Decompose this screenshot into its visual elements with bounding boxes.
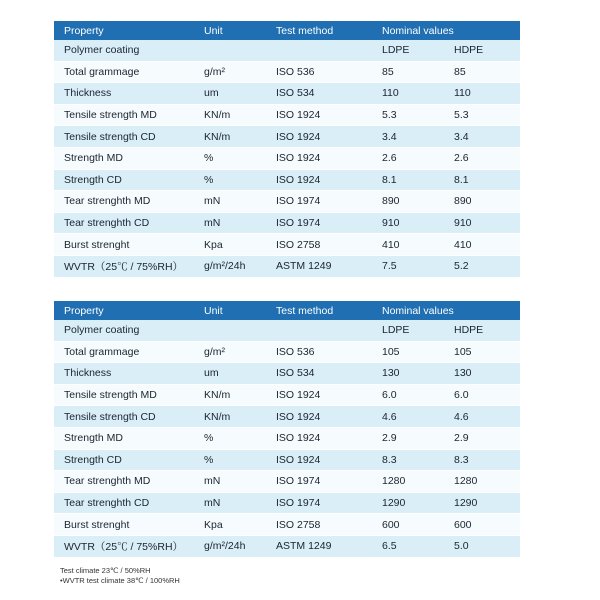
property-cell: Polymer coating <box>54 40 194 61</box>
test-method-cell: ISO 1924 <box>266 384 372 406</box>
property-cell: Strength MD <box>54 427 194 449</box>
table-row <box>54 363 520 385</box>
table-row <box>54 492 520 514</box>
unit-cell: um <box>194 83 266 105</box>
ldpe-value-cell: 5.3 <box>372 104 444 126</box>
property-cell: Tensile strength CD <box>54 126 194 148</box>
wvtr-climate-note: •WVTR test climate 38℃ / 100%RH <box>60 576 180 585</box>
table-header-row <box>54 21 520 40</box>
hdpe-value-cell: 5.3 <box>444 104 520 126</box>
test-method-cell: ISO 1974 <box>266 212 372 234</box>
table-row <box>54 341 520 363</box>
property-cell: Total grammage <box>54 61 194 83</box>
property-cell: Polymer coating <box>54 320 194 341</box>
table-header-row <box>54 301 520 320</box>
table-row <box>54 449 520 471</box>
ldpe-value-cell: 3.4 <box>372 126 444 148</box>
header-property: Property <box>54 301 194 320</box>
property-cell: Tear strenghth CD <box>54 492 194 514</box>
ldpe-value-cell: 2.6 <box>372 147 444 169</box>
table-row <box>54 61 520 83</box>
test-method-cell: ASTM 1249 <box>266 255 372 277</box>
hdpe-value-cell: HDPE <box>444 40 520 61</box>
table-row <box>54 427 520 449</box>
table-row <box>54 83 520 105</box>
hdpe-value-cell: 130 <box>444 363 520 385</box>
ldpe-value-cell: 910 <box>372 212 444 234</box>
property-cell: Thickness <box>54 363 194 385</box>
ldpe-value-cell: LDPE <box>372 320 444 341</box>
table-row <box>54 126 520 148</box>
spec-table-2 <box>54 301 520 558</box>
hdpe-value-cell: 2.6 <box>444 147 520 169</box>
test-method-cell: ISO 1924 <box>266 406 372 428</box>
hdpe-value-cell: 110 <box>444 83 520 105</box>
test-method-cell: ISO 534 <box>266 363 372 385</box>
property-cell: Tensile strength CD <box>54 406 194 428</box>
ldpe-value-cell: 890 <box>372 191 444 213</box>
unit-cell: KN/m <box>194 126 266 148</box>
hdpe-value-cell: 1290 <box>444 492 520 514</box>
header-nominal-values: Nominal values <box>372 301 520 320</box>
ldpe-value-cell: 6.5 <box>372 535 444 557</box>
hdpe-value-cell: 600 <box>444 514 520 536</box>
unit-cell: mN <box>194 191 266 213</box>
hdpe-value-cell: 1280 <box>444 471 520 493</box>
hdpe-value-cell: 2.9 <box>444 427 520 449</box>
header-unit: Unit <box>194 301 266 320</box>
ldpe-value-cell: 105 <box>372 341 444 363</box>
header-property: Property <box>54 21 194 40</box>
property-cell: Total grammage <box>54 341 194 363</box>
hdpe-value-cell: 890 <box>444 191 520 213</box>
test-method-cell: ISO 1974 <box>266 492 372 514</box>
table-row <box>54 255 520 277</box>
unit-cell: % <box>194 449 266 471</box>
test-method-cell <box>266 40 372 61</box>
property-cell: WVTR（25℃ / 75%RH） <box>54 255 194 277</box>
property-cell: Strength CD <box>54 449 194 471</box>
unit-cell: mN <box>194 212 266 234</box>
ldpe-value-cell: 1280 <box>372 471 444 493</box>
table-row <box>54 406 520 428</box>
property-cell: WVTR（25℃ / 75%RH） <box>54 535 194 557</box>
unit-cell: % <box>194 147 266 169</box>
ldpe-value-cell: 2.9 <box>372 427 444 449</box>
unit-cell: % <box>194 427 266 449</box>
unit-cell: % <box>194 169 266 191</box>
unit-cell: KN/m <box>194 384 266 406</box>
unit-cell: Kpa <box>194 514 266 536</box>
unit-cell: g/m² <box>194 341 266 363</box>
test-method-cell: ISO 536 <box>266 341 372 363</box>
test-method-cell: ISO 1924 <box>266 169 372 191</box>
unit-cell: g/m² <box>194 61 266 83</box>
test-method-cell: ISO 1974 <box>266 471 372 493</box>
test-method-cell: ISO 2758 <box>266 234 372 256</box>
ldpe-value-cell: 85 <box>372 61 444 83</box>
table-row <box>54 147 520 169</box>
header-test-method: Test method <box>266 301 372 320</box>
property-cell: Tear strenghth CD <box>54 212 194 234</box>
hdpe-value-cell: 105 <box>444 341 520 363</box>
property-cell: Strength MD <box>54 147 194 169</box>
ldpe-value-cell: 8.1 <box>372 169 444 191</box>
table-row <box>54 212 520 234</box>
unit-cell: g/m²/24h <box>194 535 266 557</box>
hdpe-value-cell: 6.0 <box>444 384 520 406</box>
ldpe-value-cell: 4.6 <box>372 406 444 428</box>
property-cell: Burst strenght <box>54 514 194 536</box>
unit-cell <box>194 320 266 341</box>
hdpe-value-cell: HDPE <box>444 320 520 341</box>
table-row <box>54 535 520 557</box>
property-cell: Strength CD <box>54 169 194 191</box>
unit-cell <box>194 40 266 61</box>
property-cell: Tensile strength MD <box>54 384 194 406</box>
unit-cell: mN <box>194 471 266 493</box>
unit-cell: mN <box>194 492 266 514</box>
table-body <box>54 40 520 277</box>
test-method-cell <box>266 320 372 341</box>
ldpe-value-cell: LDPE <box>372 40 444 61</box>
table-body <box>54 320 520 557</box>
hdpe-value-cell: 5.2 <box>444 255 520 277</box>
ldpe-value-cell: 1290 <box>372 492 444 514</box>
ldpe-value-cell: 8.3 <box>372 449 444 471</box>
ldpe-value-cell: 410 <box>372 234 444 256</box>
ldpe-value-cell: 6.0 <box>372 384 444 406</box>
table-row <box>54 169 520 191</box>
hdpe-value-cell: 8.3 <box>444 449 520 471</box>
ldpe-value-cell: 600 <box>372 514 444 536</box>
test-notes <box>60 566 180 586</box>
unit-cell: KN/m <box>194 406 266 428</box>
property-cell: Tensile strength MD <box>54 104 194 126</box>
hdpe-value-cell: 910 <box>444 212 520 234</box>
header-unit: Unit <box>194 21 266 40</box>
ldpe-value-cell: 130 <box>372 363 444 385</box>
test-method-cell: ISO 1924 <box>266 449 372 471</box>
test-method-cell: ISO 1924 <box>266 427 372 449</box>
table-row <box>54 104 520 126</box>
hdpe-value-cell: 8.1 <box>444 169 520 191</box>
unit-cell: um <box>194 363 266 385</box>
test-method-cell: ISO 1924 <box>266 147 372 169</box>
test-method-cell: ISO 1974 <box>266 191 372 213</box>
property-cell: Tear strenghth MD <box>54 191 194 213</box>
test-method-cell: ISO 534 <box>266 83 372 105</box>
test-method-cell: ISO 1924 <box>266 104 372 126</box>
table-row <box>54 384 520 406</box>
spec-table-1 <box>54 21 520 278</box>
unit-cell: KN/m <box>194 104 266 126</box>
table-row <box>54 320 520 341</box>
hdpe-value-cell: 3.4 <box>444 126 520 148</box>
header-nominal-values: Nominal values <box>372 21 520 40</box>
hdpe-value-cell: 410 <box>444 234 520 256</box>
table-row <box>54 514 520 536</box>
property-cell: Thickness <box>54 83 194 105</box>
table-row <box>54 471 520 493</box>
test-method-cell: ISO 536 <box>266 61 372 83</box>
table-row <box>54 191 520 213</box>
property-cell: Burst strenght <box>54 234 194 256</box>
hdpe-value-cell: 4.6 <box>444 406 520 428</box>
hdpe-value-cell: 5.0 <box>444 535 520 557</box>
header-test-method: Test method <box>266 21 372 40</box>
property-cell: Tear strenghth MD <box>54 471 194 493</box>
hdpe-value-cell: 85 <box>444 61 520 83</box>
table-row <box>54 40 520 61</box>
test-method-cell: ASTM 1249 <box>266 535 372 557</box>
ldpe-value-cell: 7.5 <box>372 255 444 277</box>
table-row <box>54 234 520 256</box>
unit-cell: Kpa <box>194 234 266 256</box>
test-method-cell: ISO 1924 <box>266 126 372 148</box>
ldpe-value-cell: 110 <box>372 83 444 105</box>
test-method-cell: ISO 2758 <box>266 514 372 536</box>
test-climate-note: Test climate 23℃ / 50%RH <box>60 566 151 575</box>
unit-cell: g/m²/24h <box>194 255 266 277</box>
